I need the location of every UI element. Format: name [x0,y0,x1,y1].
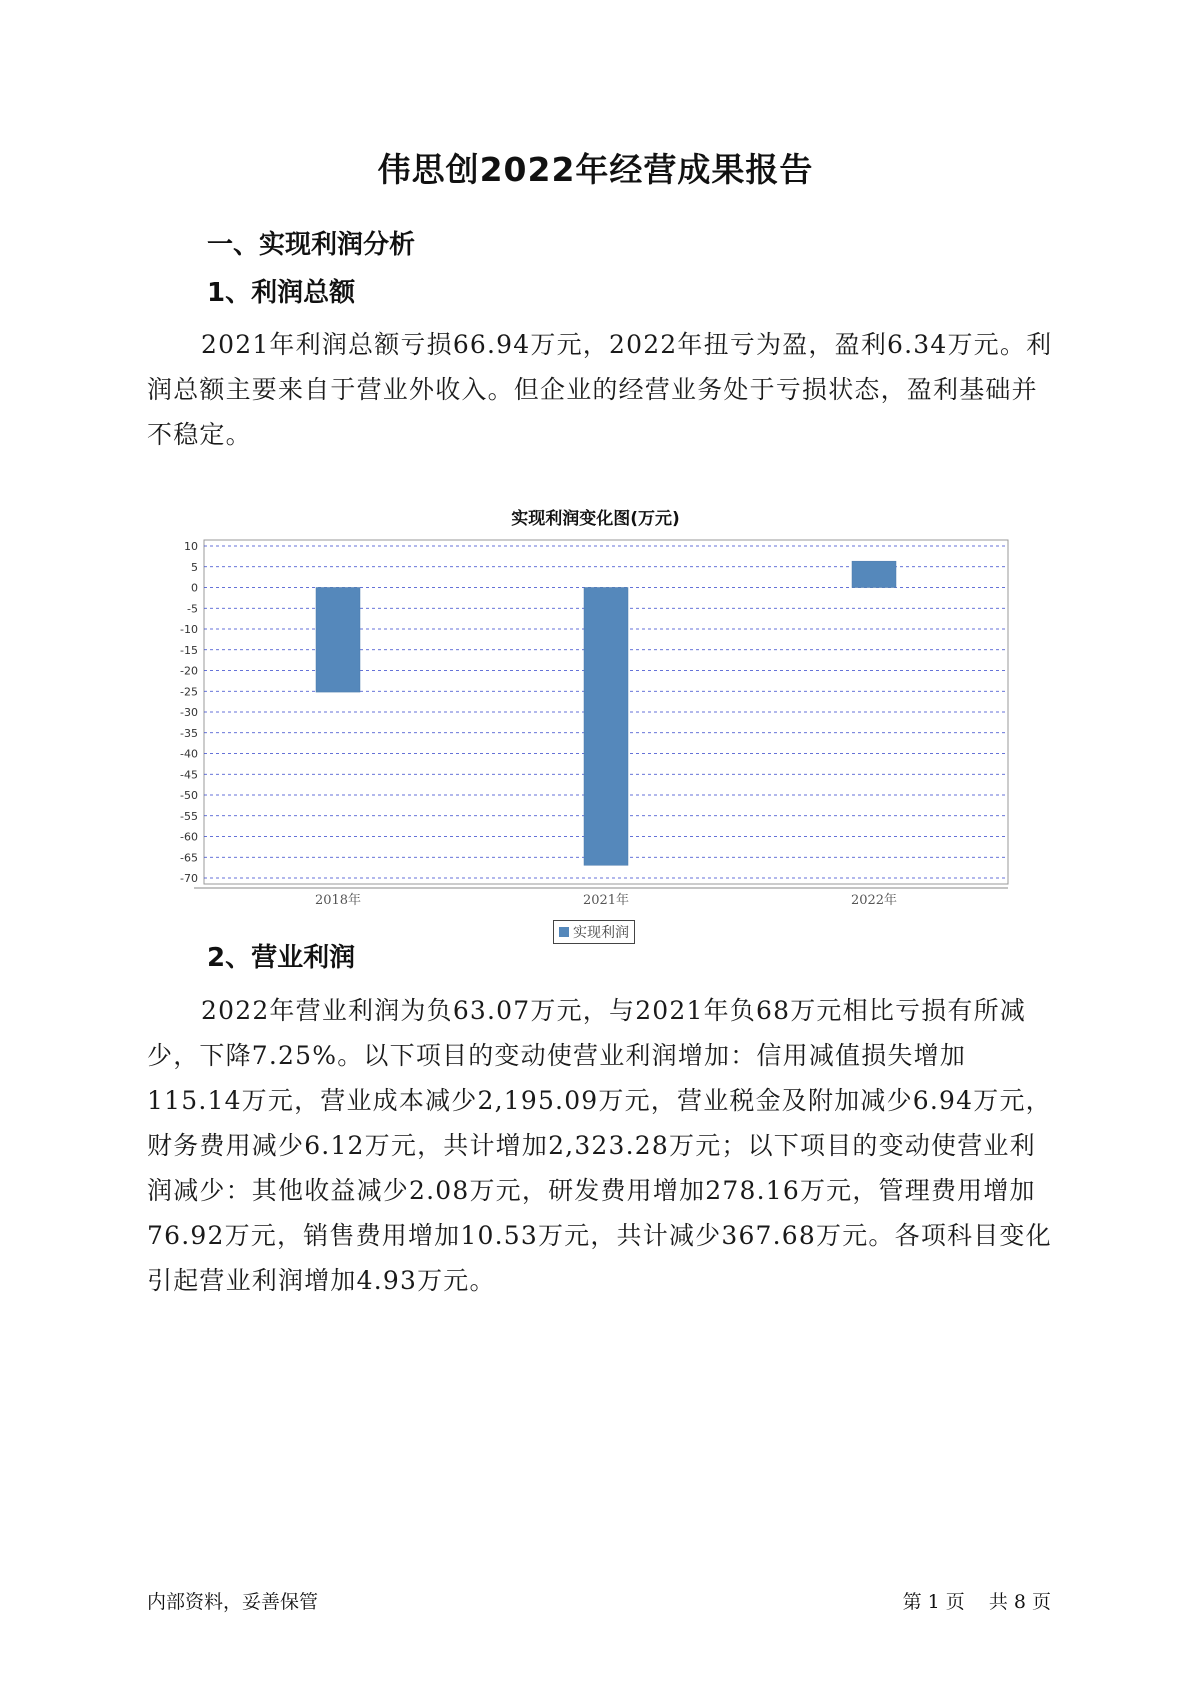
x-tick-label: 2022年 [850,893,898,908]
profit-bar-chart [160,528,1040,908]
bar-2022年 [852,561,896,587]
subsection-heading-operating-profit: 2、营业利润 [207,943,356,973]
y-tick-label: -40 [180,747,198,761]
section-heading-profit-analysis: 一、实现利润分析 [207,230,416,260]
page-mid: 页 [945,1591,965,1613]
paragraph-operating-profit: 2022年营业利润为负63.07万元，与2021年负68万元相比亏损有所减少，下降7.25%。以下项目的变动使营业利润增加：信用减值损失增加115.14万元，营业成本减少2,195.09万元，营业税金及附加减少6.94万元，财务费用减少6.12万元，共计增加2,323.28万元；以下项目的变动使营业利润减少：其他收益减少2.08万元，研发费用增加278.16万元，管理费用增加76.92万元，销售费用增加10.53万元，共计减少367.68万元。各项科目变化引起营业利润增加4.93万元。 [147,996,1052,1295]
legend-swatch [559,927,569,937]
y-tick-label: -5 [187,602,198,616]
bar-2021年 [584,588,628,866]
y-tick-label: -70 [180,872,198,885]
y-tick-label: -20 [180,664,198,678]
y-tick-label: 10 [184,540,198,553]
page-prefix: 第 [902,1591,922,1613]
page-suffix: 页 [1031,1591,1051,1613]
paragraph-total-profit: 2021年利润总额亏损66.94万元，2022年扭亏为盈，盈利6.34万元。利润总额主要来自于营业外收入。但企业的经营业务处于亏损状态，盈利基础并不稳定。 [147,330,1053,449]
y-tick-label: -45 [180,768,198,782]
y-tick-label: -25 [180,685,198,699]
y-tick-label: -30 [180,706,198,719]
y-tick-label: -65 [180,851,198,865]
x-tick-label: 2018年 [314,893,362,908]
footer-confidential-note: 内部资料，妥善保管 [147,1591,319,1613]
legend-label: 实现利润 [573,925,629,941]
page-current: 1 [927,1591,940,1613]
y-tick-label: -10 [180,623,198,636]
page-total: 8 [1013,1591,1026,1613]
y-tick-label: 5 [191,560,198,574]
chart-title: 实现利润变化图(万元) [511,509,680,529]
y-tick-label: -35 [180,726,198,740]
document-title: 伟思创2022年经营成果报告 [377,150,814,189]
total-prefix: 共 [988,1591,1008,1613]
footer-page-number [900,1587,1054,1614]
bar-2018年 [316,588,360,693]
y-tick-label: -50 [180,789,198,802]
y-tick-label: 0 [191,581,198,595]
y-tick-label: -55 [180,809,198,823]
x-tick-label: 2021年 [582,893,630,908]
y-tick-label: -60 [180,830,198,844]
subsection-heading-total-profit: 1、利润总额 [207,278,356,308]
y-tick-label: -15 [180,643,198,657]
chart-legend [553,920,635,944]
